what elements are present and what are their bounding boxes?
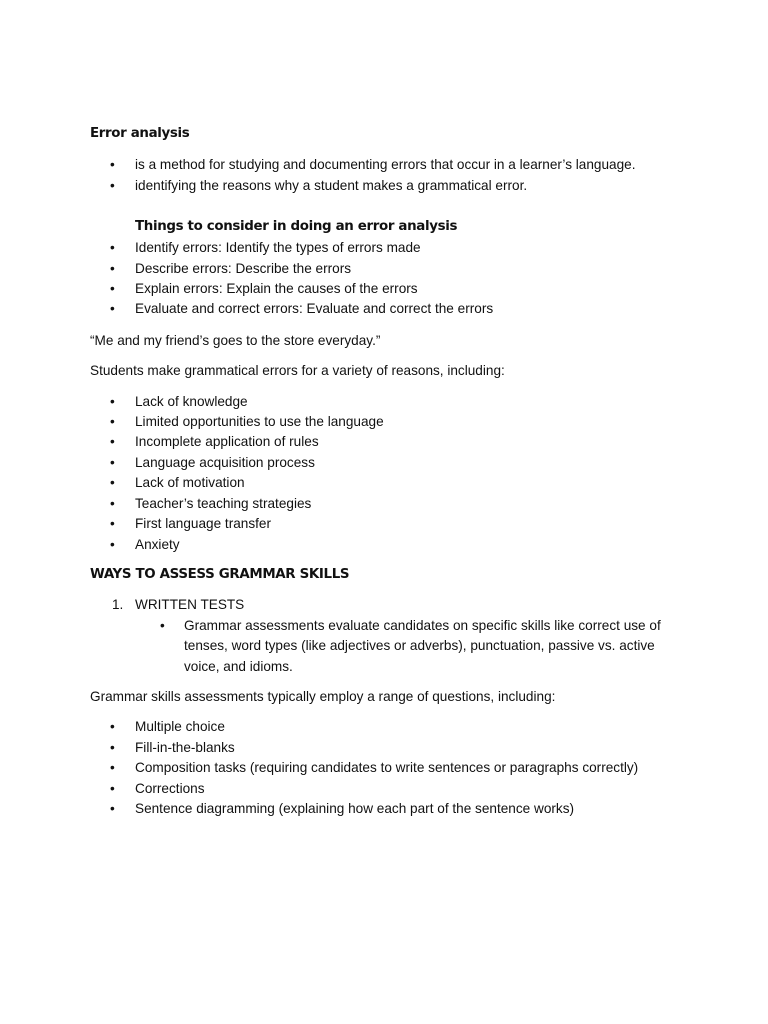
list-item: • Limited opportunities to use the language	[135, 412, 680, 432]
error-analysis-definition-list	[90, 155, 680, 196]
list-item: • First language transfer	[135, 514, 680, 534]
list-item: • Fill-in-the-blanks	[135, 738, 680, 758]
document-body	[90, 124, 680, 819]
assessment-method-details	[135, 616, 680, 677]
list-item: • Corrections	[135, 779, 680, 799]
question-types-list	[90, 717, 680, 819]
list-item: • identifying the reasons why a student makes a grammatical error.	[135, 176, 680, 196]
list-number: 1.	[112, 597, 124, 613]
list-item: • Incomplete application of rules	[135, 432, 680, 452]
question-types-intro: Grammar skills assessments typically employ a range of questions, including:	[90, 688, 556, 704]
list-item: • is a method for studying and documenting errors that occur in a learner’s language.	[135, 155, 680, 175]
things-to-consider-heading: Things to consider in doing an error analysis	[135, 219, 458, 235]
reasons-list	[90, 392, 680, 555]
list-item: • Grammar assessments evaluate candidates on specific skills like correct use of tenses, word types (like adjectives or adverbs), punctuation, passive vs. active voice, and idioms.	[184, 616, 680, 677]
example-sentence: “Me and my friend’s goes to the store everyday.”	[90, 332, 381, 348]
list-item: • Identify errors: Identify the types of errors made	[135, 238, 680, 258]
assessment-method-item	[112, 595, 680, 677]
list-item: • Evaluate and correct errors: Evaluate and correct the errors	[135, 299, 680, 319]
assessment-methods-list	[90, 595, 680, 677]
list-item: • Anxiety	[135, 535, 680, 555]
error-analysis-heading: Error analysis	[90, 126, 190, 141]
list-item: • Lack of motivation	[135, 473, 680, 493]
assessment-method-title: WRITTEN TESTS	[135, 597, 245, 613]
list-item: • Teacher’s teaching strategies	[135, 494, 680, 514]
list-item: • Sentence diagramming (explaining how each part of the sentence works)	[135, 799, 680, 819]
list-item: • Multiple choice	[135, 717, 680, 737]
list-item: • Composition tasks (requiring candidates to write sentences or paragraphs correctly)	[135, 758, 680, 778]
list-item: • Explain errors: Explain the causes of the errors	[135, 279, 680, 299]
list-item: • Describe errors: Describe the errors	[135, 259, 680, 279]
things-to-consider-list	[90, 238, 680, 320]
list-item: • Language acquisition process	[135, 453, 680, 473]
reasons-intro: Students make grammatical errors for a variety of reasons, including:	[90, 363, 505, 379]
list-item: • Lack of knowledge	[135, 392, 680, 412]
ways-to-assess-heading: WAYS TO ASSESS GRAMMAR SKILLS	[90, 566, 350, 582]
